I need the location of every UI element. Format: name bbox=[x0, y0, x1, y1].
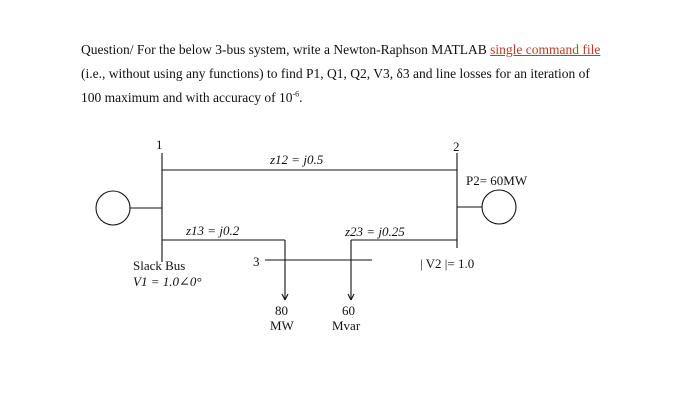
slack-bus-voltage: V1 = 1.0∠0° bbox=[133, 274, 202, 289]
v2-label: | V2 |= 1.0 bbox=[420, 256, 475, 271]
question-line-3-end: . bbox=[299, 90, 303, 105]
question-line-3-text: 100 maximum and with accuracy of 10 bbox=[81, 90, 293, 105]
generator-1-icon bbox=[96, 191, 130, 225]
question-prefix: Question/ For the below 3-bus system, write a Newton-Raphson MATLAB bbox=[81, 42, 491, 57]
p2-label: P2= 60MW bbox=[466, 173, 528, 188]
load-p-value: 80 bbox=[275, 303, 288, 318]
load-q-unit: Mvar bbox=[332, 318, 361, 333]
z23-label: z23 = j0.25 bbox=[345, 224, 405, 239]
z13-label: z13 = j0.2 bbox=[186, 223, 240, 238]
question-line-2: (i.e., without using any functions) to find P1, Q1, Q2, V3, δ3 and line losses for an iteration of bbox=[81, 66, 590, 81]
generator-2-icon bbox=[482, 190, 516, 224]
slack-bus-title: Slack Bus bbox=[133, 258, 186, 273]
bus-1-label: 1 bbox=[156, 137, 163, 152]
load-p-unit: MW bbox=[270, 318, 294, 333]
z12-label: z12 = j0.5 bbox=[270, 152, 324, 167]
bus-2-label: 2 bbox=[453, 139, 460, 154]
bus-3-label: 3 bbox=[253, 254, 260, 269]
single-command-file-link[interactable]: single command file bbox=[490, 42, 601, 57]
accuracy-exponent: -6 bbox=[292, 89, 300, 99]
load-q-value: 60 bbox=[342, 303, 355, 318]
